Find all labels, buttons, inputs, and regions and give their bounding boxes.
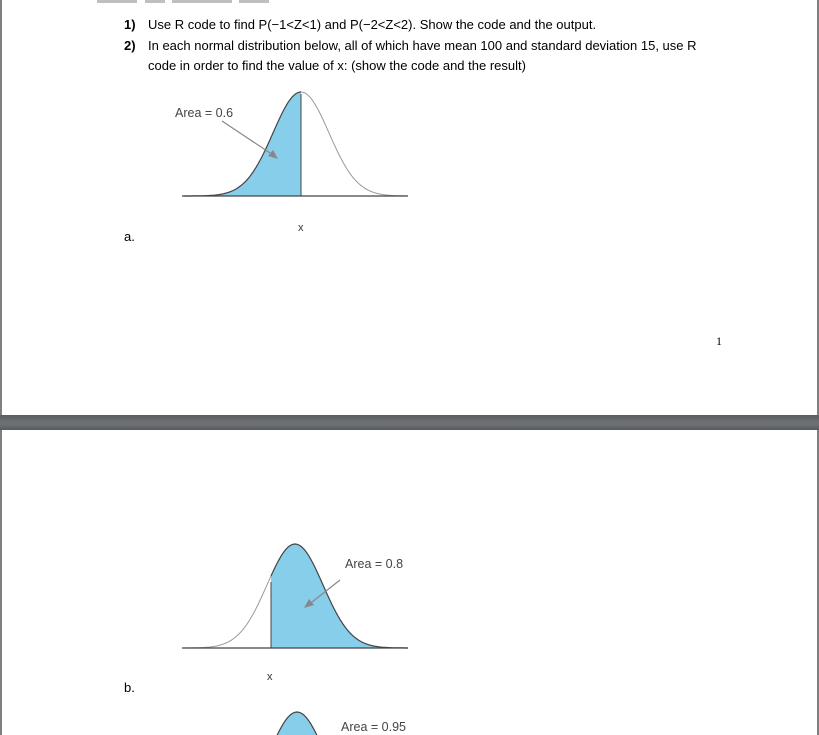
question-2-number: 2): [124, 38, 136, 53]
pointer-arrow: [222, 121, 276, 157]
area-label-b: Area = 0.8: [345, 557, 404, 571]
shaded-area-center: [262, 712, 332, 735]
cropped-heading-underline: [97, 0, 277, 4]
curve-right-segment: [301, 92, 408, 196]
question-1-number: 1): [124, 17, 136, 32]
x-label-a: x: [298, 222, 304, 234]
area-label-a: Area = 0.6: [175, 106, 234, 120]
page-number: 1: [716, 334, 722, 348]
question-2-continuation: code in order to find the value of x: (show the code and the result): [148, 58, 526, 73]
curve-left-segment: [184, 576, 271, 648]
question-1-text: Use R code to find P(−1<Z<1) and P(−2<Z<2). Show the code and the output.: [148, 17, 597, 32]
area-label-c: Area = 0.95: [341, 720, 406, 734]
normal-curve-figure-b: [180, 538, 420, 686]
document-page-2: [0, 430, 819, 735]
part-a-label: a.: [124, 229, 135, 244]
page-separator: [0, 415, 819, 431]
question-2-text: In each normal distribution below, all of which have mean 100 and standard deviation 15, use R: [148, 38, 697, 53]
normal-curve-figure-c-partial: [242, 708, 442, 735]
normal-curve-figure-a: [175, 88, 412, 234]
part-b-label: b.: [124, 680, 135, 695]
x-label-b: x: [267, 671, 273, 683]
